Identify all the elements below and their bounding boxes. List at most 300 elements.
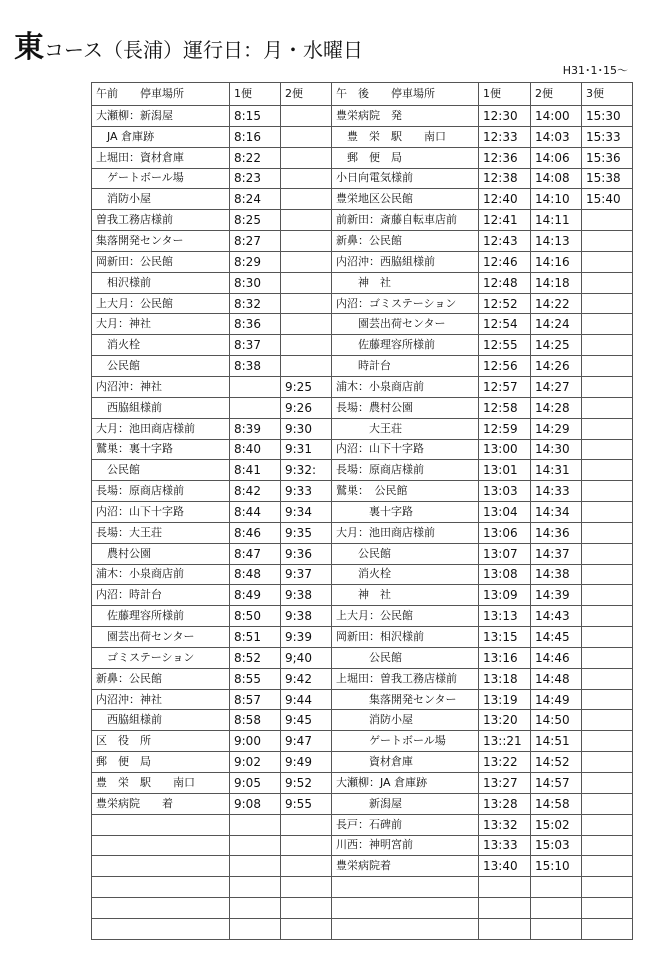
am-stop-cell: 郵 便 局 (92, 752, 230, 773)
pm-trip1-cell: 13:08 (479, 564, 531, 585)
am-trip1-cell: 8:48 (230, 564, 281, 585)
pm-trip2-cell: 14:38 (531, 564, 582, 585)
am-trip1-cell: 9:02 (230, 752, 281, 773)
am-stop-cell: 集落開発センター (92, 231, 230, 252)
table-row (92, 189, 633, 210)
am-trip1-cell: 8:50 (230, 606, 281, 627)
pm-trip3-cell (582, 647, 633, 668)
pm-trip2-cell (531, 877, 582, 898)
pm-stop-cell: 内沼沖：西脇組様前 (332, 251, 479, 272)
am-trip2-cell: 9:33 (281, 481, 332, 502)
header-am-stop: 午前 停車場所 (92, 83, 230, 106)
pm-stop-cell: 資材倉庫 (332, 752, 479, 773)
am-trip1-cell (230, 376, 281, 397)
pm-trip1-cell: 12:33 (479, 126, 531, 147)
pm-trip2-cell: 14:34 (531, 502, 582, 523)
pm-trip3-cell (582, 418, 633, 439)
table-row (92, 564, 633, 585)
am-trip1-cell (230, 835, 281, 856)
pm-stop-cell: 新潟屋 (332, 793, 479, 814)
pm-trip3-cell (582, 606, 633, 627)
pm-trip2-cell: 14:43 (531, 606, 582, 627)
am-trip2-cell (281, 335, 332, 356)
pm-trip3-cell (582, 856, 633, 877)
am-stop-cell: ゲートボール場 (92, 168, 230, 189)
pm-stop-cell: 公民館 (332, 543, 479, 564)
table-row (92, 773, 633, 794)
pm-stop-cell: 豊栄地区公民館 (332, 189, 479, 210)
am-stop-cell: 豊栄病院 着 (92, 793, 230, 814)
am-trip2-cell: 9:52 (281, 773, 332, 794)
pm-trip3-cell (582, 710, 633, 731)
pm-stop-cell: 豊 栄 駅 南口 (332, 126, 479, 147)
am-trip2-cell (281, 898, 332, 919)
pm-trip1-cell: 13:09 (479, 585, 531, 606)
pm-stop-cell: 神 社 (332, 272, 479, 293)
pm-stop-cell: 小日向電気様前 (332, 168, 479, 189)
am-stop-cell: JA 倉庫跡 (92, 126, 230, 147)
pm-trip3-cell (582, 627, 633, 648)
am-stop-cell: 農村公園 (92, 543, 230, 564)
table-row (92, 668, 633, 689)
table-row (92, 147, 633, 168)
pm-stop-cell: 佐藤理容所様前 (332, 335, 479, 356)
pm-stop-cell (332, 918, 479, 939)
am-trip1-cell: 8:23 (230, 168, 281, 189)
pm-trip1-cell: 13:00 (479, 439, 531, 460)
am-trip2-cell: 9:35 (281, 522, 332, 543)
am-trip1-cell: 8:40 (230, 439, 281, 460)
pm-stop-cell: 神 社 (332, 585, 479, 606)
pm-trip2-cell: 14:27 (531, 376, 582, 397)
am-trip2-cell (281, 877, 332, 898)
am-stop-cell: 岡新田：公民館 (92, 251, 230, 272)
pm-trip3-cell: 15:40 (582, 189, 633, 210)
am-trip1-cell: 8:57 (230, 689, 281, 710)
am-stop-cell: 西脇組様前 (92, 397, 230, 418)
pm-trip3-cell (582, 293, 633, 314)
am-stop-cell: 大月：池田商店様前 (92, 418, 230, 439)
pm-stop-cell: 前新田：斎藤自転車店前 (332, 210, 479, 231)
pm-trip1-cell: 12:55 (479, 335, 531, 356)
am-stop-cell: 公民館 (92, 356, 230, 377)
pm-trip2-cell: 14:31 (531, 460, 582, 481)
am-trip2-cell: 9:42 (281, 668, 332, 689)
pm-trip2-cell: 14:51 (531, 731, 582, 752)
pm-trip3-cell: 15:38 (582, 168, 633, 189)
am-stop-cell: 内沼沖：神社 (92, 689, 230, 710)
am-trip2-cell: 9:38 (281, 606, 332, 627)
pm-trip2-cell: 14:00 (531, 106, 582, 127)
table-row (92, 356, 633, 377)
am-stop-cell (92, 918, 230, 939)
pm-trip3-cell (582, 814, 633, 835)
am-stop-cell: 長場：大王荘 (92, 522, 230, 543)
pm-stop-cell: ゲートボール場 (332, 731, 479, 752)
pm-trip2-cell (531, 898, 582, 919)
pm-trip3-cell (582, 835, 633, 856)
pm-trip3-cell (582, 918, 633, 939)
am-trip1-cell: 8:42 (230, 481, 281, 502)
pm-trip1-cell: 13:18 (479, 668, 531, 689)
am-trip1-cell: 8:25 (230, 210, 281, 231)
pm-trip3-cell (582, 543, 633, 564)
am-trip2-cell (281, 189, 332, 210)
am-trip2-cell: 9:25 (281, 376, 332, 397)
table-row (92, 314, 633, 335)
pm-stop-cell (332, 877, 479, 898)
pm-trip1-cell: 12:58 (479, 397, 531, 418)
am-trip1-cell: 8:55 (230, 668, 281, 689)
am-trip1-cell: 8:58 (230, 710, 281, 731)
pm-trip3-cell (582, 877, 633, 898)
am-trip1-cell: 9:08 (230, 793, 281, 814)
pm-trip2-cell: 14:50 (531, 710, 582, 731)
am-trip2-cell (281, 272, 332, 293)
am-trip1-cell: 8:44 (230, 502, 281, 523)
am-stop-cell: 相沢様前 (92, 272, 230, 293)
am-stop-cell: 区 役 所 (92, 731, 230, 752)
am-stop-cell: 消火栓 (92, 335, 230, 356)
pm-trip2-cell: 14:36 (531, 522, 582, 543)
pm-trip3-cell: 15:36 (582, 147, 633, 168)
am-trip2-cell: 9:26 (281, 397, 332, 418)
am-trip1-cell (230, 856, 281, 877)
pm-trip3-cell (582, 773, 633, 794)
am-trip2-cell (281, 293, 332, 314)
pm-stop-cell: 集落開発センター (332, 689, 479, 710)
pm-stop-cell: 長場：農村公園 (332, 397, 479, 418)
header-pm-trip2: 2便 (531, 83, 582, 106)
table-row (92, 731, 633, 752)
am-trip1-cell: 8:30 (230, 272, 281, 293)
pm-trip1-cell: 12:30 (479, 106, 531, 127)
pm-trip2-cell: 14:10 (531, 189, 582, 210)
table-row (92, 814, 633, 835)
am-trip1-cell: 8:37 (230, 335, 281, 356)
pm-trip2-cell: 14:52 (531, 752, 582, 773)
pm-trip3-cell (582, 231, 633, 252)
am-trip1-cell: 8:52 (230, 647, 281, 668)
pm-trip1-cell (479, 918, 531, 939)
pm-stop-cell: 大月：池田商店様前 (332, 522, 479, 543)
effective-date: H31･1･15～ (562, 64, 628, 77)
table-row (92, 397, 633, 418)
am-stop-cell: 長場：原商店様前 (92, 481, 230, 502)
pm-trip1-cell (479, 877, 531, 898)
am-trip2-cell: 9:30 (281, 418, 332, 439)
pm-trip3-cell (582, 210, 633, 231)
am-stop-cell: 鷲巣：裏十字路 (92, 439, 230, 460)
table-row (92, 439, 633, 460)
pm-trip1-cell: 12:36 (479, 147, 531, 168)
pm-trip1-cell: 13:32 (479, 814, 531, 835)
header-am-trip2: 2便 (281, 83, 332, 106)
am-trip1-cell: 9:05 (230, 773, 281, 794)
am-trip2-cell (281, 106, 332, 127)
pm-trip1-cell: 13:01 (479, 460, 531, 481)
pm-trip3-cell (582, 752, 633, 773)
pm-trip2-cell: 14:28 (531, 397, 582, 418)
am-trip1-cell: 8:29 (230, 251, 281, 272)
pm-trip1-cell: 13:13 (479, 606, 531, 627)
am-trip1-cell: 8:41 (230, 460, 281, 481)
pm-trip1-cell: 13:27 (479, 773, 531, 794)
pm-trip3-cell (582, 731, 633, 752)
table-row (92, 522, 633, 543)
pm-trip1-cell: 12:54 (479, 314, 531, 335)
pm-trip3-cell (582, 564, 633, 585)
pm-trip1-cell: 12:57 (479, 376, 531, 397)
pm-trip3-cell: 15:30 (582, 106, 633, 127)
am-trip1-cell (230, 918, 281, 939)
pm-trip3-cell (582, 898, 633, 919)
am-trip2-cell: 9:39 (281, 627, 332, 648)
am-trip2-cell: 9:36 (281, 543, 332, 564)
pm-trip1-cell: 13:03 (479, 481, 531, 502)
am-trip2-cell: 9:38 (281, 585, 332, 606)
table-row (92, 376, 633, 397)
pm-trip3-cell (582, 356, 633, 377)
am-trip2-cell: 9:55 (281, 793, 332, 814)
pm-trip2-cell: 14:26 (531, 356, 582, 377)
am-trip1-cell: 8:46 (230, 522, 281, 543)
pm-trip2-cell (531, 918, 582, 939)
table-row (92, 210, 633, 231)
pm-trip2-cell: 14:08 (531, 168, 582, 189)
am-trip2-cell (281, 251, 332, 272)
am-stop-cell: 浦木：小泉商店前 (92, 564, 230, 585)
am-trip1-cell: 8:49 (230, 585, 281, 606)
am-trip1-cell: 9:00 (230, 731, 281, 752)
pm-trip3-cell (582, 481, 633, 502)
am-trip2-cell: 9:32: (281, 460, 332, 481)
pm-stop-cell: 内沼：ゴミステーション (332, 293, 479, 314)
am-stop-cell (92, 814, 230, 835)
am-stop-cell: 上大月：公民館 (92, 293, 230, 314)
pm-stop-cell: 川西：神明宮前 (332, 835, 479, 856)
title-lead-char: 東 (14, 30, 44, 65)
am-stop-cell: 大瀬柳：新潟屋 (92, 106, 230, 127)
table-row (92, 710, 633, 731)
am-trip1-cell: 8:36 (230, 314, 281, 335)
pm-trip1-cell: 13:04 (479, 502, 531, 523)
am-trip2-cell: 9:49 (281, 752, 332, 773)
am-stop-cell (92, 856, 230, 877)
am-trip1-cell: 8:47 (230, 543, 281, 564)
pm-trip2-cell: 14:49 (531, 689, 582, 710)
pm-trip1-cell: 13:15 (479, 627, 531, 648)
pm-trip2-cell: 14:39 (531, 585, 582, 606)
pm-trip2-cell: 14:29 (531, 418, 582, 439)
am-trip2-cell: 9:34 (281, 502, 332, 523)
am-stop-cell: 新鼻：公民館 (92, 668, 230, 689)
am-stop-cell: ゴミステーション (92, 647, 230, 668)
table-row (92, 585, 633, 606)
am-stop-cell: 内沼：山下十字路 (92, 502, 230, 523)
pm-trip1-cell: 13:40 (479, 856, 531, 877)
table-row (92, 272, 633, 293)
pm-trip3-cell (582, 585, 633, 606)
table-row (92, 231, 633, 252)
table-row (92, 502, 633, 523)
table-row (92, 106, 633, 127)
am-trip1-cell: 8:24 (230, 189, 281, 210)
am-trip1-cell: 8:16 (230, 126, 281, 147)
pm-trip2-cell: 14:30 (531, 439, 582, 460)
pm-trip3-cell (582, 251, 633, 272)
pm-trip1-cell: 13::21 (479, 731, 531, 752)
pm-stop-cell (332, 898, 479, 919)
am-stop-cell (92, 835, 230, 856)
am-trip1-cell (230, 814, 281, 835)
pm-trip1-cell: 12:40 (479, 189, 531, 210)
pm-trip1-cell: 13:20 (479, 710, 531, 731)
pm-stop-cell: 裏十字路 (332, 502, 479, 523)
am-trip2-cell (281, 210, 332, 231)
table-row (92, 877, 633, 898)
am-trip1-cell: 8:27 (230, 231, 281, 252)
pm-stop-cell: 浦木：小泉商店前 (332, 376, 479, 397)
table-row (92, 460, 633, 481)
pm-trip2-cell: 14:16 (531, 251, 582, 272)
pm-trip2-cell: 14:18 (531, 272, 582, 293)
am-trip1-cell (230, 877, 281, 898)
pm-stop-cell: 岡新田：相沢様前 (332, 627, 479, 648)
am-stop-cell: 園芸出荷センター (92, 627, 230, 648)
pm-trip3-cell (582, 376, 633, 397)
am-trip1-cell: 8:15 (230, 106, 281, 127)
pm-trip3-cell (582, 314, 633, 335)
am-trip1-cell: 8:51 (230, 627, 281, 648)
pm-trip1-cell: 12:48 (479, 272, 531, 293)
pm-stop-cell: 上大月：公民館 (332, 606, 479, 627)
am-trip2-cell (281, 835, 332, 856)
page-title (14, 22, 363, 66)
timetable (91, 82, 633, 940)
pm-trip2-cell: 14:22 (531, 293, 582, 314)
pm-trip2-cell: 14:13 (531, 231, 582, 252)
pm-trip2-cell: 14:06 (531, 147, 582, 168)
pm-trip1-cell: 13:16 (479, 647, 531, 668)
pm-stop-cell: 上堀田：曽我工務店様前 (332, 668, 479, 689)
header-pm-trip1: 1便 (479, 83, 531, 106)
pm-trip1-cell (479, 898, 531, 919)
table-row (92, 627, 633, 648)
pm-trip3-cell (582, 439, 633, 460)
header-pm-trip3: 3便 (582, 83, 633, 106)
am-trip2-cell (281, 147, 332, 168)
pm-trip1-cell: 13:19 (479, 689, 531, 710)
am-trip2-cell: 9:31 (281, 439, 332, 460)
table-row (92, 335, 633, 356)
table-row (92, 168, 633, 189)
pm-trip2-cell: 15:03 (531, 835, 582, 856)
am-trip2-cell: 9;40 (281, 647, 332, 668)
table-header-row (92, 83, 633, 106)
pm-stop-cell: 新鼻：公民館 (332, 231, 479, 252)
pm-trip3-cell (582, 502, 633, 523)
pm-trip2-cell: 14:03 (531, 126, 582, 147)
pm-stop-cell: 長場：原商店様前 (332, 460, 479, 481)
am-stop-cell: 大月：神社 (92, 314, 230, 335)
am-trip1-cell (230, 898, 281, 919)
am-stop-cell: 内沼沖：神社 (92, 376, 230, 397)
pm-trip1-cell: 13:07 (479, 543, 531, 564)
am-stop-cell: 西脇組様前 (92, 710, 230, 731)
table-row (92, 481, 633, 502)
am-stop-cell (92, 877, 230, 898)
am-trip1-cell: 8:32 (230, 293, 281, 314)
am-trip2-cell (281, 126, 332, 147)
pm-stop-cell: 豊栄病院着 (332, 856, 479, 877)
am-trip1-cell: 8:38 (230, 356, 281, 377)
am-trip2-cell (281, 814, 332, 835)
am-stop-cell: 豊 栄 駅 南口 (92, 773, 230, 794)
pm-trip1-cell: 13:22 (479, 752, 531, 773)
table-row (92, 898, 633, 919)
pm-trip3-cell (582, 397, 633, 418)
title-text: コース（長浦）運行日：月・水曜日 (44, 38, 363, 62)
am-stop-cell: 消防小屋 (92, 189, 230, 210)
table-row (92, 293, 633, 314)
am-trip1-cell: 8:39 (230, 418, 281, 439)
am-trip2-cell (281, 356, 332, 377)
pm-trip3-cell (582, 335, 633, 356)
pm-trip3-cell (582, 689, 633, 710)
header-pm-stop: 午 後 停車場所 (332, 83, 479, 106)
pm-trip2-cell: 14:11 (531, 210, 582, 231)
pm-trip2-cell: 14:57 (531, 773, 582, 794)
pm-trip1-cell: 12:46 (479, 251, 531, 272)
am-trip2-cell: 9:37 (281, 564, 332, 585)
pm-stop-cell: 公民館 (332, 647, 479, 668)
table-row (92, 689, 633, 710)
pm-trip1-cell: 12:59 (479, 418, 531, 439)
am-stop-cell: 曽我工務店様前 (92, 210, 230, 231)
am-trip2-cell (281, 168, 332, 189)
am-stop-cell: 佐藤理容所様前 (92, 606, 230, 627)
pm-stop-cell: 長戸：石碑前 (332, 814, 479, 835)
pm-trip3-cell: 15:33 (582, 126, 633, 147)
pm-stop-cell: 内沼：山下十字路 (332, 439, 479, 460)
pm-stop-cell: 豊栄病院 発 (332, 106, 479, 127)
pm-trip3-cell (582, 522, 633, 543)
table-row (92, 606, 633, 627)
table-row (92, 856, 633, 877)
am-stop-cell: 内沼：時計台 (92, 585, 230, 606)
table-row (92, 835, 633, 856)
am-trip2-cell: 9:45 (281, 710, 332, 731)
am-trip1-cell (230, 397, 281, 418)
table-row (92, 543, 633, 564)
pm-stop-cell: 鷲巣： 公民館 (332, 481, 479, 502)
pm-stop-cell: 園芸出荷センター (332, 314, 479, 335)
table-row (92, 793, 633, 814)
pm-trip1-cell: 12:56 (479, 356, 531, 377)
am-trip2-cell: 9:47 (281, 731, 332, 752)
pm-trip1-cell: 12:52 (479, 293, 531, 314)
pm-trip3-cell (582, 272, 633, 293)
am-trip2-cell (281, 856, 332, 877)
pm-stop-cell: 大瀬柳：JA 倉庫跡 (332, 773, 479, 794)
am-stop-cell: 上堀田：資材倉庫 (92, 147, 230, 168)
pm-trip2-cell: 15:10 (531, 856, 582, 877)
am-trip1-cell: 8:22 (230, 147, 281, 168)
table-row (92, 752, 633, 773)
pm-trip1-cell: 12:38 (479, 168, 531, 189)
am-trip2-cell: 9:44 (281, 689, 332, 710)
